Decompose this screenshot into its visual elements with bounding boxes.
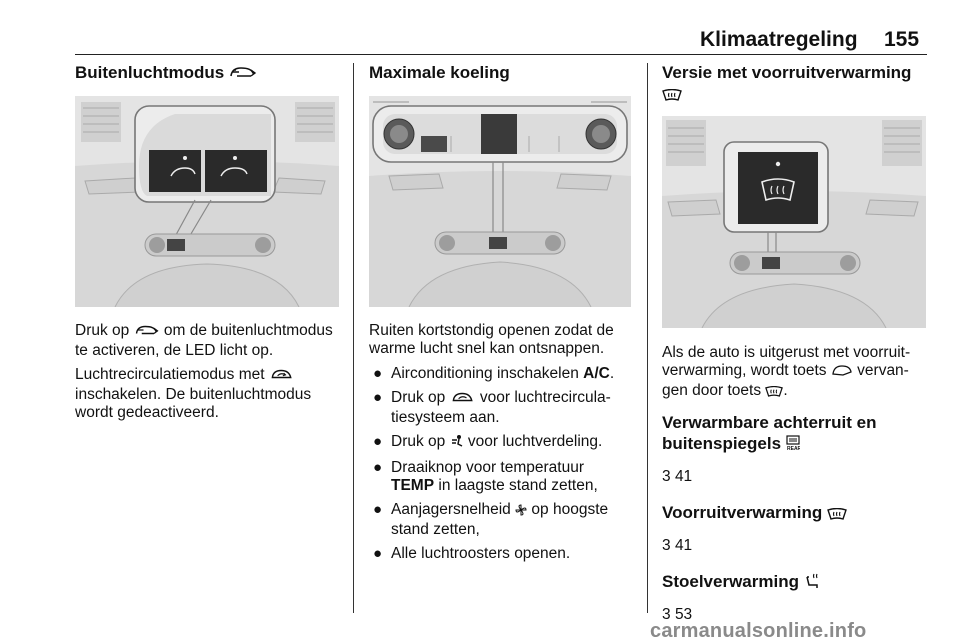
- outside-air-icon: [134, 323, 160, 342]
- figure-max-cooling-control: [369, 96, 631, 307]
- recirculation-icon: [269, 367, 295, 386]
- list-item: ● Aanjagersnelheid op hoogste stand zetten,: [373, 501, 609, 538]
- seat-heating-icon: [804, 573, 820, 594]
- list-item: ● Airconditioning inschakelen A/C.: [373, 365, 615, 382]
- svg-text:REAR: REAR: [786, 446, 800, 451]
- header-rule: [75, 54, 927, 55]
- column-outside-air-text: [75, 322, 340, 422]
- section-heading-windscreen-heating: Voorruitverwarming: [662, 502, 927, 525]
- watermark: carmanualsonline.info: [650, 620, 867, 642]
- section-heading-max-cooling: Maximale koeling: [369, 63, 510, 82]
- page-number: 155: [884, 28, 920, 51]
- air-distribution-icon: [450, 434, 464, 453]
- recirculation-icon: [450, 390, 476, 409]
- column-windscreen: [662, 62, 927, 106]
- cross-reference[interactable]: 3 41: [662, 537, 693, 554]
- section-heading-rear-window: Verwarmbare achterruit en buitenspiegels REAR: [662, 412, 927, 456]
- windscreen-heating-icon: [765, 384, 783, 402]
- recirculation-outline-icon: [831, 364, 853, 382]
- column-divider-2: [647, 63, 648, 613]
- paragraph-max-cooling-intro: Ruiten kortstondig openen zodat de warme lucht snel kan ontsnappen.: [369, 322, 614, 357]
- column-max-cooling-text: [369, 322, 637, 563]
- figure-windscreen-heating-control: [662, 116, 926, 328]
- cross-reference[interactable]: 3 53: [662, 606, 693, 623]
- page-header-title: Klimaatregeling: [700, 28, 858, 51]
- rear-window-heating-icon: [786, 435, 800, 456]
- list-item: ● Druk op voor luchtverdeling.: [369, 433, 637, 453]
- fan-icon: [515, 503, 527, 521]
- figure-outside-air-control: [75, 96, 339, 307]
- column-max-cooling: [369, 62, 637, 83]
- column-outside-air: [75, 62, 340, 85]
- max-cooling-steps: [369, 365, 637, 563]
- column-divider-1: [353, 63, 354, 613]
- column-windscreen-text: [662, 344, 927, 624]
- list-item: ● Alle luchtroosters openen.: [373, 545, 571, 562]
- list-item: ● Druk op voor luchtrecircula-tiesysteem aan.: [373, 389, 611, 426]
- section-heading-seat-heating: Stoelverwarming: [662, 571, 927, 594]
- cross-reference[interactable]: 3 41: [662, 468, 693, 485]
- section-heading-windscreen-version: Versie met voorruitverwarming: [662, 62, 927, 106]
- outside-air-icon: [229, 64, 257, 85]
- paragraph-windscreen-version: Als de auto is uitgerust met voorruit-verwarming, wordt toets vervan-gen door toets .: [662, 344, 927, 402]
- windscreen-heating-icon: [662, 85, 682, 106]
- section-heading-outside-air: Buitenluchtmodus: [75, 62, 340, 85]
- list-item: ● Draaiknop voor temperatuur TEMP in laagste stand zetten,: [373, 459, 598, 494]
- windscreen-heating-icon: [827, 504, 847, 525]
- paragraph-recirculation: Luchtrecirculatiemodus met inschakelen. De buitenluchtmodus wordt gedeactiveerd.: [75, 366, 312, 421]
- paragraph-outside-air-on: Druk op om de buitenluchtmodus te activeren, de LED licht op.: [75, 322, 333, 359]
